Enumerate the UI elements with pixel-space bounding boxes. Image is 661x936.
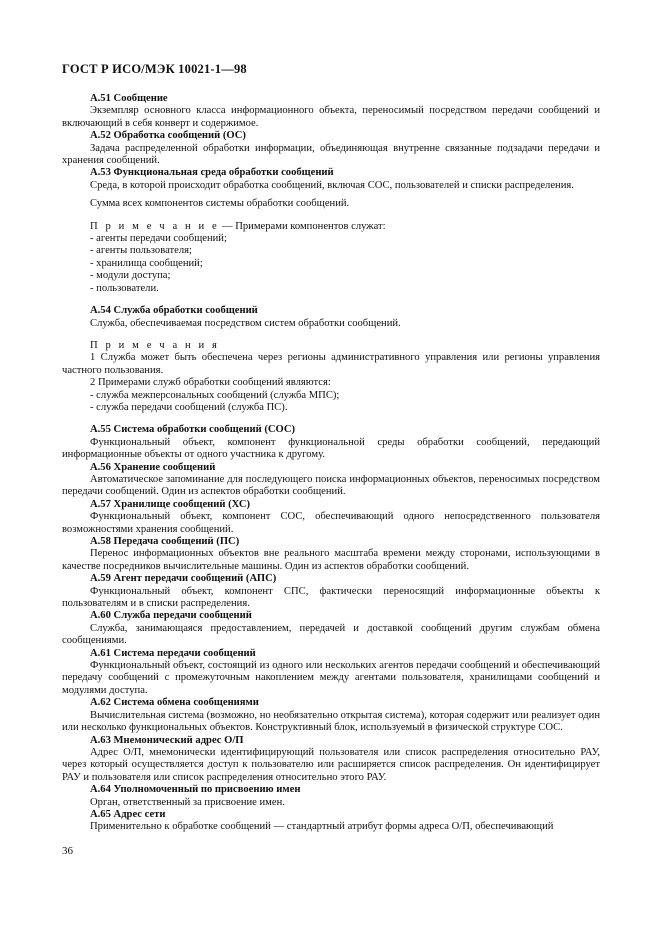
paragraph: Служба, обеспечиваемая посредством систем обработки сообщений. bbox=[90, 317, 401, 329]
paragraph: Среда, в которой происходит обработка сообщений, включая СОС, пользователей и списки распределения. bbox=[90, 179, 574, 191]
document-header: ГОСТ Р ИСО/МЭК 10021-1—98 bbox=[62, 62, 247, 76]
term-heading: А.60 Служба передачи сообщений bbox=[90, 610, 252, 622]
list-item: - модули доступа; bbox=[90, 270, 171, 282]
note-text: — Примерами компонентов служат: bbox=[219, 220, 386, 232]
paragraph: Применительно к обработке сообщений — стандартный атрибут формы адреса О/П, обеспечивающий bbox=[90, 821, 554, 833]
term-heading: А.52 Обработка сообщений (ОС) bbox=[90, 130, 246, 142]
paragraph: Функциональный объект, компонент функциональной среды обработки сообщений, передающий информационные объекты от одного участника к другому. bbox=[62, 436, 600, 461]
paragraph: Сумма всех компонентов системы обработки сообщений. bbox=[90, 198, 350, 210]
paragraph: Служба, занимающаяся предоставлением, передачей и доставкой сообщений другим службам обмена сообщениями. bbox=[62, 622, 600, 647]
term-heading: А.63 Мнемонический адрес О/П bbox=[90, 734, 244, 746]
list-item: - агенты передачи сообщений; bbox=[90, 233, 227, 245]
term-heading: А.61 Система передачи сообщений bbox=[90, 647, 256, 659]
term-heading: А.56 Хранение сообщений bbox=[90, 461, 216, 473]
paragraph: 2 Примерами служб обработки сообщений являются: bbox=[90, 377, 331, 389]
term-heading: А.57 Хранилище сообщений (ХС) bbox=[90, 498, 251, 510]
list-item: - хранилища сообщений; bbox=[90, 257, 203, 269]
term-heading: А.54 Служба обработки сообщений bbox=[90, 305, 258, 317]
document-body bbox=[62, 93, 600, 834]
note bbox=[62, 221, 600, 233]
paragraph: Перенос информационных объектов вне реального масштаба времени между сторонами, использующими в качестве посредников вычислительные машины. Один из аспектов обработки сообщений. bbox=[62, 548, 600, 572]
term-heading: А.62 Система обмена сообщениями bbox=[90, 697, 259, 709]
list-item: - агенты пользователя; bbox=[90, 245, 192, 257]
term-heading: А.58 Передача сообщений (ПС) bbox=[90, 536, 240, 547]
paragraph: Вычислительная система (возможно, но необязательно открытая система), которая содержит или реализует один или несколько функциональных объектов. Конструктивный блок, используемый в физической структуре СОС. bbox=[62, 709, 600, 734]
paragraph: Автоматическое запоминание для последующего поиска информационных объектов, переносимых посредством передачи сообщений. Один из аспектов обработки сообщений. bbox=[62, 473, 600, 498]
paragraph: Задача распределенной обработки информации, объединяющая внутренне связанные подзадачи передачи и хранения сообщений. bbox=[62, 142, 600, 167]
paragraph: Орган, ответственный за присвоение имен. bbox=[90, 796, 285, 808]
term-heading: А.59 Агент передачи сообщений (АПС) bbox=[90, 573, 277, 585]
paragraph: Функциональный объект, компонент СОС, обеспечивающий одного непосредственного пользователя возможностями хранения сообщений. bbox=[62, 511, 600, 535]
paragraph: Адрес О/П, мнемонически идентифицирующий пользователя или список распределения относительно РАУ, через который осуществляется доступ к пользователю или расширяется список распределения. Он идентифицирует РАУ и пользователя или список распределения относительно этого РАУ. bbox=[62, 746, 600, 783]
note-title: П р и м е ч а н и я bbox=[90, 339, 220, 351]
page-number: 36 bbox=[62, 845, 73, 857]
list-item: - служба межперсональных сообщений (служба МПС); bbox=[90, 389, 340, 401]
spacer bbox=[62, 330, 600, 340]
paragraph: Функциональный объект, компонент СПС, фактически переносящий информационные объекты к пользователям и в списки распределения. bbox=[62, 585, 600, 610]
spacer bbox=[62, 211, 600, 221]
list-item: - пользователи. bbox=[90, 282, 159, 294]
spacer bbox=[62, 414, 600, 424]
term-heading: А.64 Уполномоченный по присвоению имен bbox=[90, 784, 301, 796]
note-label: П р и м е ч а н и е bbox=[90, 220, 220, 232]
paragraph: Функциональный объект, состоящий из одного или нескольких агентов передачи сообщений и обеспечивающий передачу сообщений с промежуточным накоплением между агентами пользователя, хранилищами сообщений и модулями доступа. bbox=[62, 660, 600, 696]
paragraph: Экземпляр основного класса информационного объекта, переносимый посредством передачи сообщений и включающий в себя конверт и содержимое. bbox=[62, 105, 600, 129]
list-item: - служба передачи сообщений (служба ПС). bbox=[90, 401, 288, 413]
term-heading: А.55 Система обработки сообщений (СОС) bbox=[90, 424, 296, 436]
spacer bbox=[62, 295, 600, 305]
paragraph: 1 Служба может быть обеспечена через регионы административного управления или регионы управления частного пользования. bbox=[62, 352, 600, 376]
term-heading: А.53 Функциональная среда обработки сообщений bbox=[90, 167, 334, 179]
term-heading: А.65 Адрес сети bbox=[90, 808, 166, 820]
term-heading: А.51 Сообщение bbox=[90, 93, 168, 104]
